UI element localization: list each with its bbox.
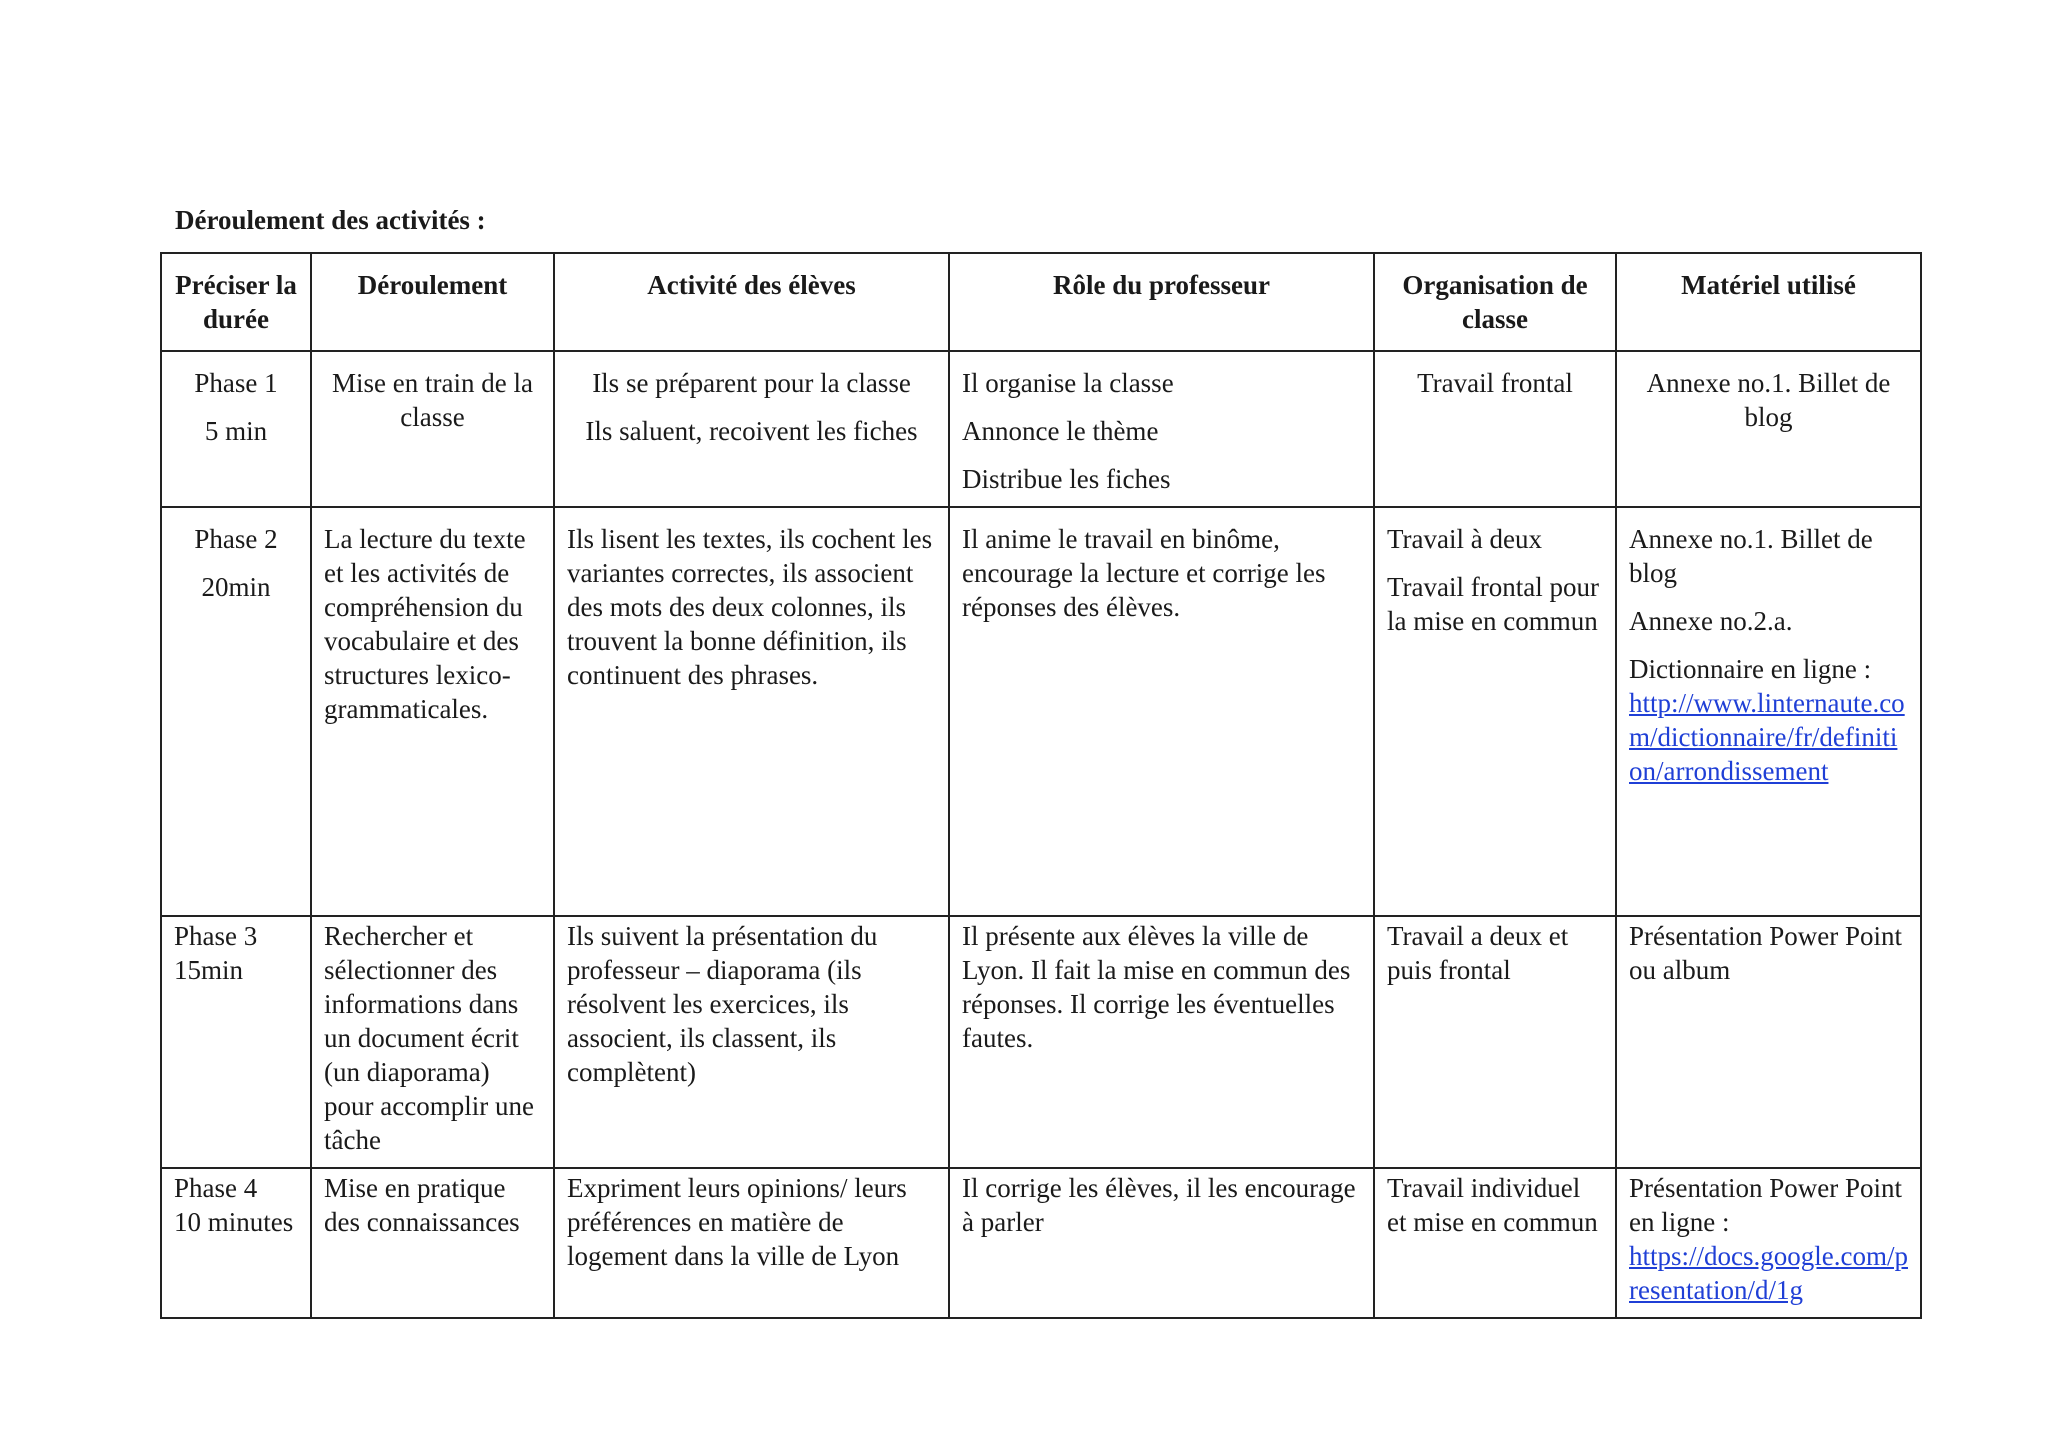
- cell-role: [949, 916, 1374, 1168]
- cell-materiel: [1616, 507, 1921, 916]
- cell-organisation: [1374, 351, 1616, 507]
- header-organisation: Organisation de classe: [1374, 253, 1616, 351]
- activite-text: Ils lisent les textes, ils cochent les variantes correctes, ils associent des mots des deux colonnes, ils trouvent la bonne définition, ils continuent des phrases.: [567, 524, 933, 690]
- materiel-text: Annexe no.1. Billet de blog: [1646, 368, 1891, 432]
- deroulement-text: La lecture du texte et les activités de compréhension du vocabulaire et des structures lexico-grammaticales.: [324, 524, 526, 724]
- cell-deroulement: [311, 1168, 554, 1318]
- activite-text: Ils saluent, recoivent les fiches: [585, 416, 918, 446]
- organisation-text: Travail frontal pour la mise en commun: [1387, 572, 1599, 636]
- role-text: Il corrige les élèves, il les encourage à parler: [962, 1173, 1356, 1237]
- table-row: [161, 916, 1921, 1168]
- role-text: Annonce le thème: [962, 416, 1159, 446]
- header-activite: Activité des élèves: [554, 253, 949, 351]
- cell-role: [949, 1168, 1374, 1318]
- cell-organisation: [1374, 1168, 1616, 1318]
- cell-organisation: [1374, 916, 1616, 1168]
- cell-role: [949, 351, 1374, 507]
- cell-activite: [554, 916, 949, 1168]
- activite-text: Ils se préparent pour la classe: [592, 368, 911, 398]
- dictionary-link[interactable]: http://www.linternaute.com/dictionnaire/fr/definition/arrondissement: [1629, 688, 1905, 786]
- header-materiel: Matériel utilisé: [1616, 253, 1921, 351]
- phase-label: Phase 3: [174, 921, 258, 951]
- role-text: Distribue les fiches: [962, 464, 1171, 494]
- phase-label: Phase 4: [174, 1173, 258, 1203]
- organisation-text: Travail à deux: [1387, 524, 1542, 554]
- deroulement-text: Mise en pratique des connaissances: [324, 1173, 520, 1237]
- table-row: [161, 507, 1921, 916]
- cell-deroulement: [311, 507, 554, 916]
- organisation-text: Travail individuel et mise en commun: [1387, 1173, 1598, 1237]
- role-text: Il présente aux élèves la ville de Lyon. Il fait la mise en commun des réponses. Il corrige les éventuelles fautes.: [962, 921, 1351, 1053]
- cell-activite: [554, 351, 949, 507]
- cell-organisation: [1374, 507, 1616, 916]
- organisation-text: Travail a deux et puis frontal: [1387, 921, 1569, 985]
- phase-duration: 10 minutes: [174, 1207, 294, 1237]
- materiel-text: Présentation Power Point en ligne :: [1629, 1173, 1902, 1237]
- phase-duration: 15min: [174, 955, 244, 985]
- materiel-text: Annexe no.1. Billet de blog: [1629, 524, 1873, 588]
- activite-text: Ils suivent la présentation du professeur – diaporama (ils résolvent les exercices, ils associent, ils classent, ils complètent): [567, 921, 878, 1087]
- phase-duration: 5 min: [204, 416, 268, 446]
- cell-materiel: [1616, 1168, 1921, 1318]
- cell-duree: [161, 916, 311, 1168]
- header-duree: Préciser la durée: [161, 253, 311, 351]
- cell-materiel: [1616, 916, 1921, 1168]
- cell-duree: [161, 1168, 311, 1318]
- cell-activite: [554, 507, 949, 916]
- cell-deroulement: [311, 916, 554, 1168]
- cell-duree: [161, 351, 311, 507]
- table-row: [161, 1168, 1921, 1318]
- cell-deroulement: [311, 351, 554, 507]
- cell-materiel: [1616, 351, 1921, 507]
- materiel-text: Présentation Power Point ou album: [1629, 921, 1902, 985]
- activite-text: Expriment leurs opinions/ leurs préférences en matière de logement dans la ville de Lyon: [567, 1173, 907, 1271]
- role-text: Il organise la classe: [962, 368, 1174, 398]
- role-text: Il anime le travail en binôme, encourage la lecture et corrige les réponses des élèves.: [962, 524, 1326, 622]
- cell-duree: [161, 507, 311, 916]
- organisation-text: Travail frontal: [1417, 368, 1573, 398]
- cell-role: [949, 507, 1374, 916]
- phase-label: Phase 1: [194, 368, 278, 398]
- phase-label: Phase 2: [194, 524, 278, 554]
- materiel-text: Dictionnaire en ligne :: [1629, 654, 1872, 684]
- deroulement-text: Rechercher et sélectionner des informations dans un document écrit (un diaporama) pour accomplir une tâche: [324, 921, 534, 1155]
- activities-table: [160, 252, 1922, 1319]
- cell-activite: [554, 1168, 949, 1318]
- header-row: [161, 253, 1921, 351]
- presentation-link[interactable]: https://docs.google.com/presentation/d/1g: [1629, 1241, 1908, 1305]
- page-title: Déroulement des activités :: [175, 205, 486, 235]
- header-role: Rôle du professeur: [949, 253, 1374, 351]
- table-row: [161, 351, 1921, 507]
- deroulement-text: Mise en train de la classe: [332, 368, 533, 432]
- phase-duration: 20min: [201, 572, 271, 602]
- materiel-text: Annexe no.2.a.: [1629, 606, 1793, 636]
- header-deroulement: Déroulement: [311, 253, 554, 351]
